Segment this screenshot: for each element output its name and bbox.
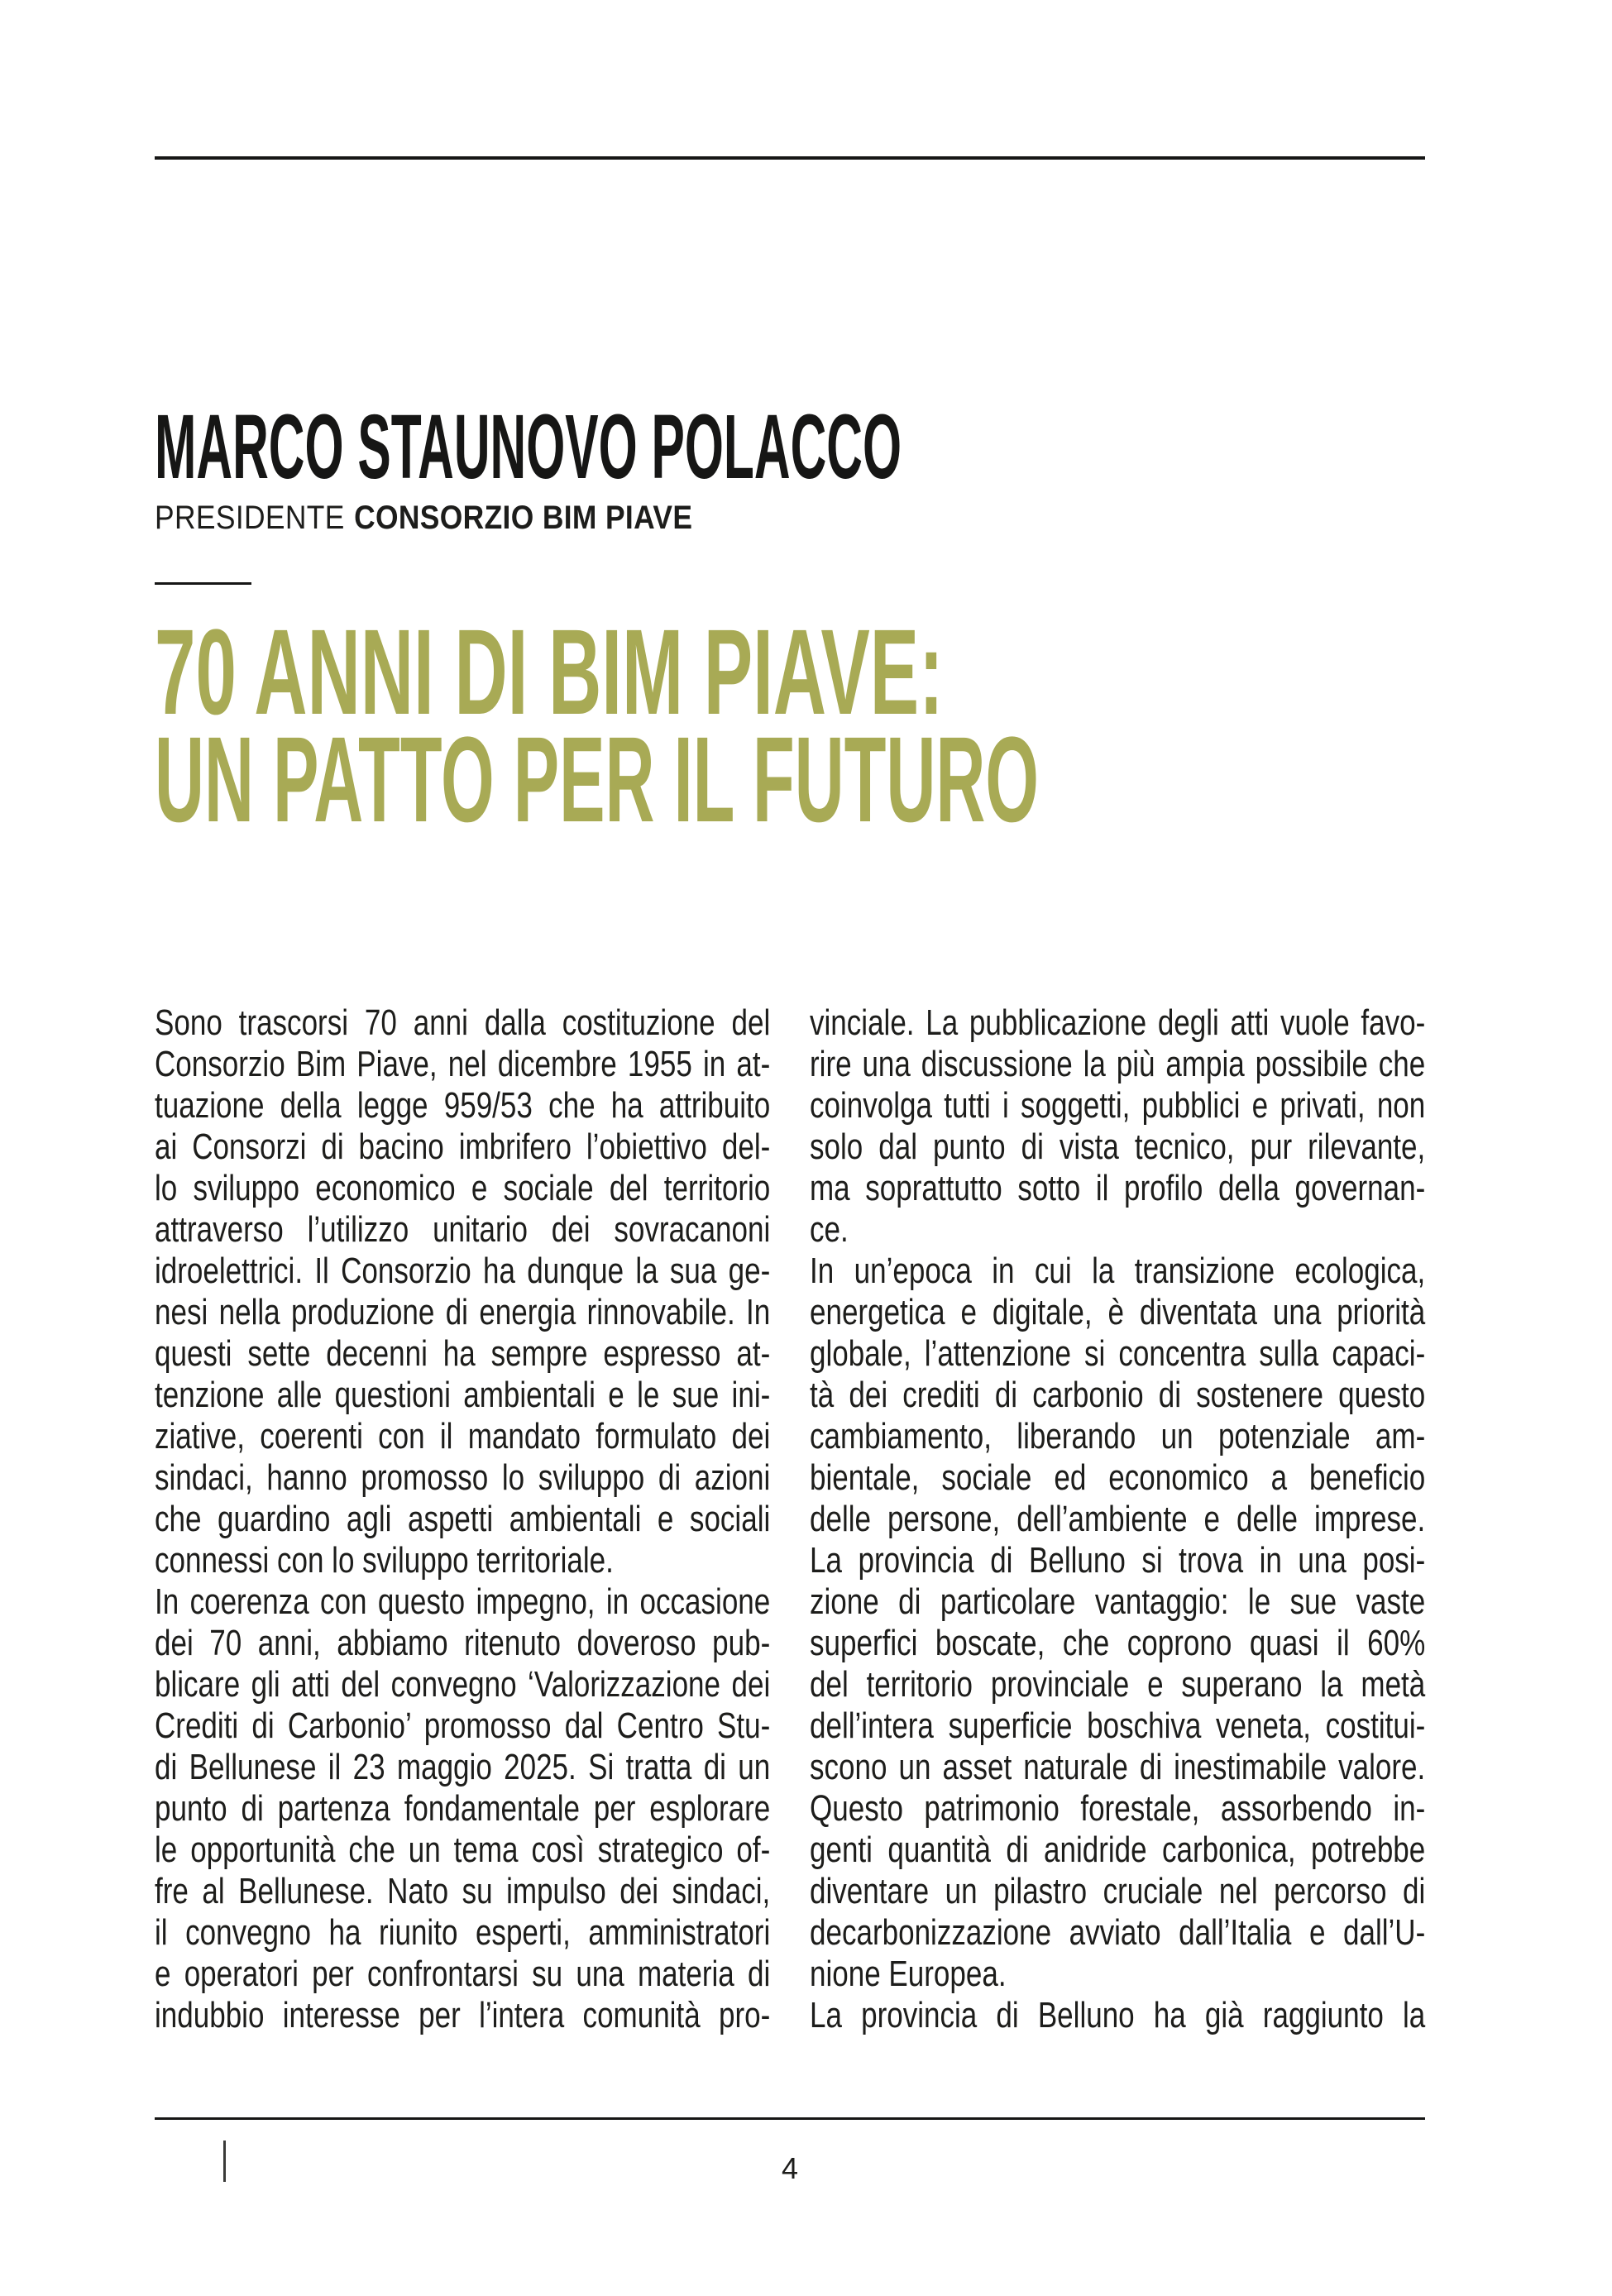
text-line: La provincia di Belluno ha già raggiunto la xyxy=(810,1995,1426,2035)
top-rule xyxy=(155,156,1425,160)
page-number: 4 xyxy=(781,2151,799,2185)
article-title-line-2: UN PATTO PER IL FUTURO xyxy=(155,712,1039,848)
text-line: Sono trascorsi 70 anni dalla costituzione del xyxy=(155,1002,771,1043)
text-line: scono un asset naturale di inestimabile valore. xyxy=(810,1747,1426,1787)
text-line: Questo patrimonio forestale, assorbendo in- xyxy=(810,1788,1426,1829)
author-name xyxy=(155,396,1513,498)
author-role-text xyxy=(155,501,692,534)
role-organization: CONSORZIO BIM PIAVE xyxy=(354,500,693,536)
text-line: connessi con lo sviluppo territoriale. xyxy=(155,1540,614,1581)
text-line: questi sette decenni ha sempre espresso at- xyxy=(155,1333,771,1374)
column-right-text xyxy=(810,1002,1425,2036)
column-left-text xyxy=(155,1002,770,2036)
section-divider xyxy=(155,582,251,585)
text-line: superfici boscate, che coprono quasi il 60% xyxy=(810,1623,1426,1663)
text-line: In un’epoca in cui la transizione ecologica, xyxy=(810,1251,1426,1291)
text-line: che guardino agli aspetti ambientali e sociali xyxy=(155,1499,771,1539)
text-line: nesi nella produzione di energia rinnovabile. In xyxy=(155,1292,771,1332)
text-line: In coerenza con questo impegno, in occasione xyxy=(155,1581,771,1622)
text-line: nione Europea. xyxy=(810,1954,1007,1994)
author-name-text: MARCO STAUNOVO POLACCO xyxy=(155,396,902,498)
text-line: attraverso l’utilizzo unitario dei sovracanoni xyxy=(155,1209,771,1250)
text-line: sindaci, hanno promosso lo sviluppo di azioni xyxy=(155,1457,771,1498)
text-line: del territorio provinciale e superano la metà xyxy=(810,1664,1426,1705)
text-line: punto di partenza fondamentale per esplorare xyxy=(155,1788,771,1829)
text-line: ziative, coerenti con il mandato formulato dei xyxy=(155,1416,771,1457)
text-line: zione di particolare vantaggio: le sue vaste xyxy=(810,1581,1426,1622)
text-line: delle persone, dell’ambiente e delle imprese. xyxy=(810,1499,1426,1539)
text-line: il convegno ha riunito esperti, amministratori xyxy=(155,1912,771,1953)
footer-rule xyxy=(155,2117,1425,2120)
text-line: tuazione della legge 959/53 che ha attribuito xyxy=(155,1085,771,1126)
text-line: di Bellunese il 23 maggio 2025. Si tratta di un xyxy=(155,1747,771,1787)
text-line: e operatori per confrontarsi su una materia di xyxy=(155,1954,771,1994)
article-title-line-1: 70 ANNI DI BIM PIAVE: xyxy=(155,605,944,740)
text-line: Crediti di Carbonio’ promosso dal Centro Stu- xyxy=(155,1705,771,1746)
text-line: energetica e digitale, è diventata una priorità xyxy=(810,1292,1426,1332)
column-right xyxy=(810,1002,1425,2061)
text-line: ma soprattutto sotto il profilo della governan- xyxy=(810,1168,1426,1208)
article-title xyxy=(155,605,1612,848)
text-line: idroelettrici. Il Consorzio ha dunque la sua ge- xyxy=(155,1251,771,1291)
text-line: fre al Bellunese. Nato su impulso dei sindaci, xyxy=(155,1871,771,1911)
text-line: Consorzio Bim Piave, nel dicembre 1955 in at- xyxy=(155,1044,771,1084)
text-line: decarbonizzazione avviato dall’Italia e dall’U- xyxy=(810,1912,1426,1953)
author-role xyxy=(155,501,763,534)
text-line: cambiamento, liberando un potenziale am- xyxy=(810,1416,1426,1457)
text-line: vinciale. La pubblicazione degli atti vuole favo- xyxy=(810,1002,1426,1043)
text-line: indubbio interesse per l’intera comunità pro- xyxy=(155,1995,771,2035)
text-line: dei 70 anni, abbiamo ritenuto doveroso pub- xyxy=(155,1623,771,1663)
text-line: blicare gli atti del convegno ‘Valorizzazione dei xyxy=(155,1664,771,1705)
text-line: solo dal punto di vista tecnico, pur rilevante, xyxy=(810,1126,1426,1167)
text-line: le opportunità che un tema così strategico of- xyxy=(155,1830,771,1870)
text-line: lo sviluppo economico e sociale del territorio xyxy=(155,1168,771,1208)
column-left xyxy=(155,1002,770,2061)
text-line: genti quantità di anidride carbonica, potrebbe xyxy=(810,1830,1426,1870)
text-line: La provincia di Belluno si trova in una posi- xyxy=(810,1540,1426,1581)
text-line: rire una discussione la più ampia possibile che xyxy=(810,1044,1426,1084)
text-line: ai Consorzi di bacino imbrifero l’obiettivo del- xyxy=(155,1126,771,1167)
text-line: tà dei crediti di carbonio di sostenere questo xyxy=(810,1375,1426,1415)
text-line: diventare un pilastro cruciale nel percorso di xyxy=(810,1871,1426,1911)
text-line: ce. xyxy=(810,1209,849,1250)
role-prefix: PRESIDENTE xyxy=(155,500,345,536)
text-line: dell’intera superficie boschiva veneta, costitui- xyxy=(810,1705,1426,1746)
text-line: tenzione alle questioni ambientali e le sue ini- xyxy=(155,1375,771,1415)
text-line: globale, l’attenzione si concentra sulla capaci- xyxy=(810,1333,1426,1374)
text-line: coinvolga tutti i soggetti, pubblici e privati, non xyxy=(810,1085,1426,1126)
text-line: bientale, sociale ed economico a beneficio xyxy=(810,1457,1426,1498)
